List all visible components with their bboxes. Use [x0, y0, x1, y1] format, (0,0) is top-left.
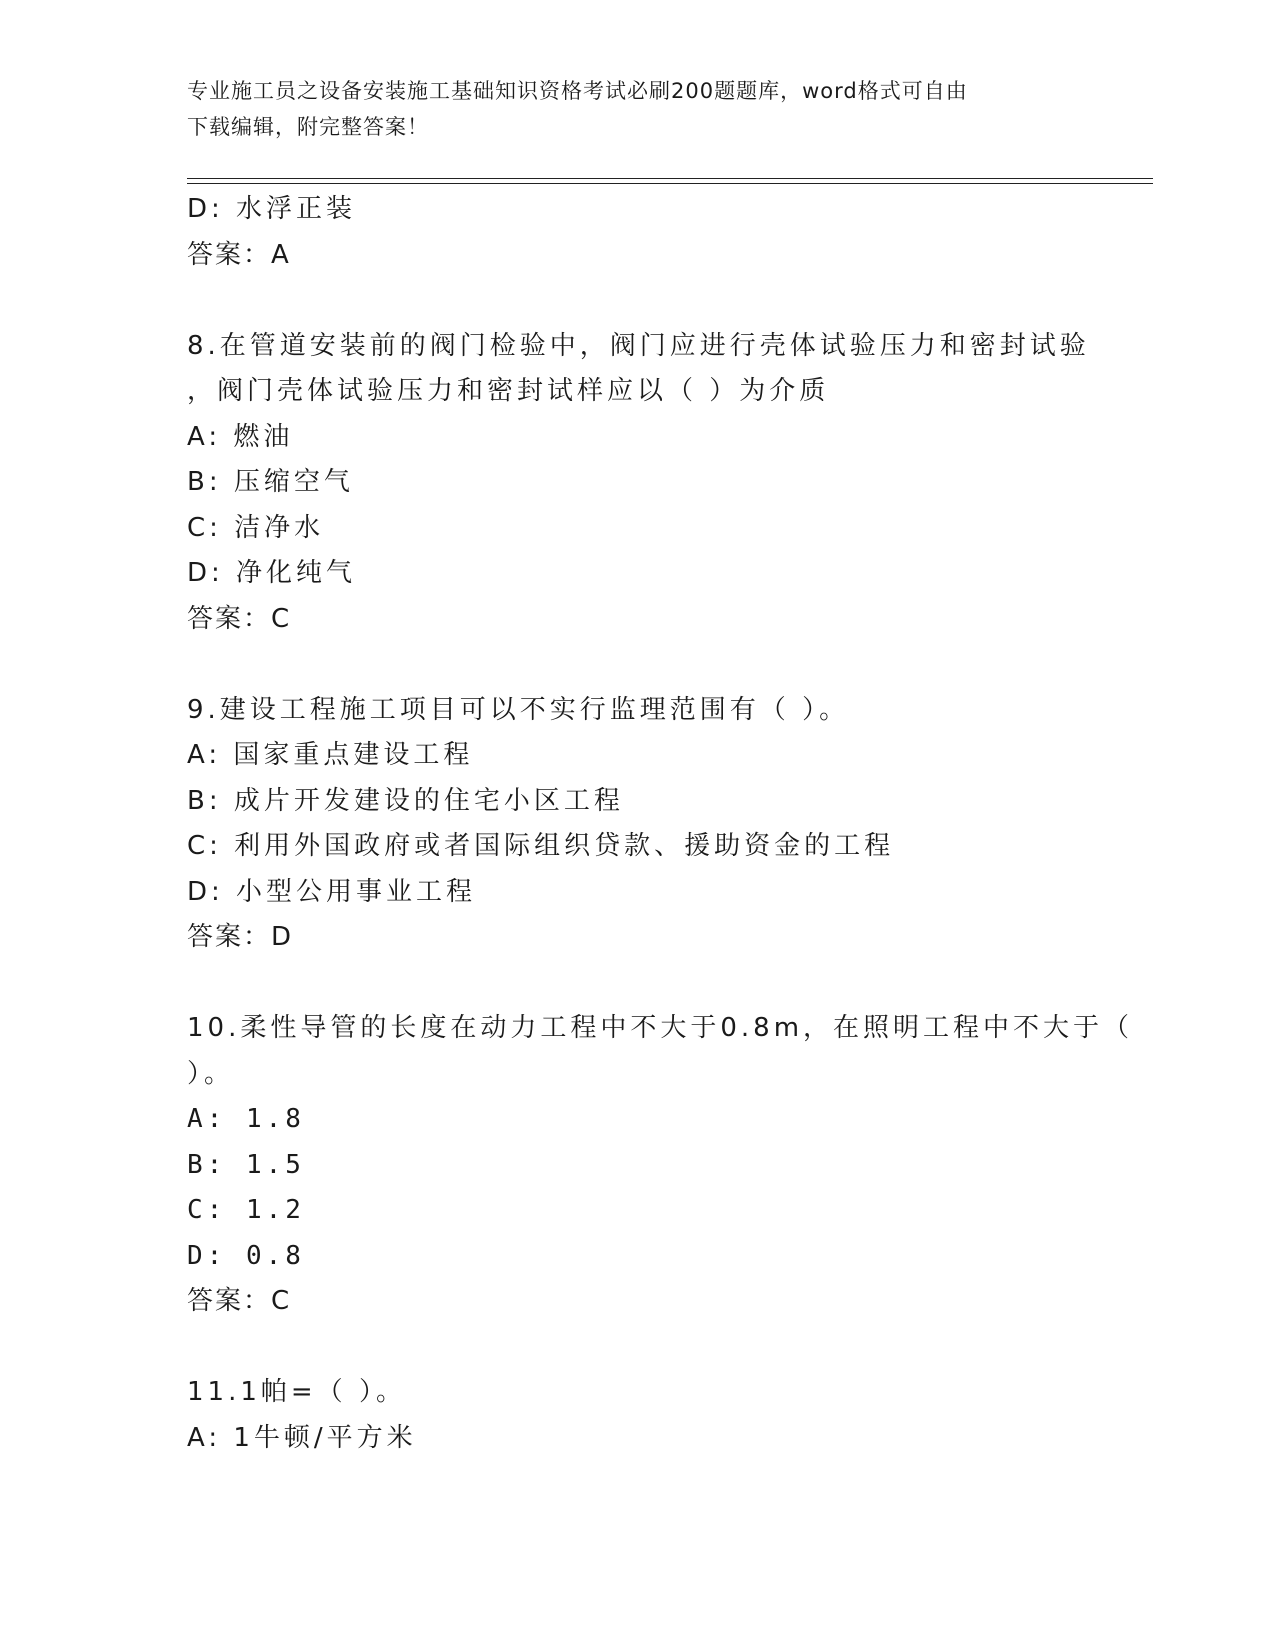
option-b: B: 压缩空气	[187, 467, 354, 497]
spacer	[187, 1325, 1087, 1371]
question-list	[187, 187, 1134, 1461]
option-a: A: 燃油	[187, 421, 294, 452]
option-a: A: 国家重点建设工程	[187, 740, 474, 770]
option-b: B: 成片开发建设的住宅小区工程	[187, 785, 624, 816]
spacer	[187, 642, 1087, 688]
option-d: D: 净化纯气	[187, 558, 357, 588]
spacer	[187, 278, 1087, 324]
question-8	[187, 324, 1090, 643]
option-d: D: 小型公用事业工程	[187, 876, 477, 907]
header-line-1: 专业施工员之设备安装施工基础知识资格考试必刷200题题库，word格式可自由	[187, 79, 968, 103]
question-stem: 9.建设工程施工项目可以不实行监理范围有（ ）。	[187, 694, 850, 725]
question-11	[187, 1370, 1087, 1461]
previous-question-tail	[187, 187, 1087, 278]
header-line-2: 下载编辑，附完整答案！	[187, 115, 429, 139]
option-b: B: 1.5	[187, 1149, 305, 1180]
question-stem-continued: ）。	[187, 1058, 235, 1089]
header-divider-top	[187, 178, 1153, 179]
option-a: A: 1牛顿/平方米	[187, 1422, 417, 1453]
document-header	[187, 73, 1067, 145]
spacer	[187, 961, 1087, 1007]
header-divider-bottom	[187, 183, 1153, 184]
answer-line: 答案：D	[187, 922, 294, 952]
answer-line: 答案：C	[187, 1286, 292, 1316]
option-d: D: 水浮正装	[187, 194, 357, 224]
question-stem: 8.在管道安装前的阀门检验中，阀门应进行壳体试验压力和密封试验	[187, 330, 1090, 361]
option-a: A: 1.8	[187, 1104, 305, 1134]
option-c: C: 利用外国政府或者国际组织贷款、援助资金的工程	[187, 831, 895, 861]
question-10	[187, 1006, 1134, 1325]
option-c: C: 洁净水	[187, 512, 325, 543]
question-stem: 11.1帕=（ ）。	[187, 1377, 406, 1407]
question-stem-continued: ，阀门壳体试验压力和密封试样应以（ ）为介质	[187, 376, 830, 406]
question-9	[187, 688, 1087, 961]
question-stem: 10.柔性导管的长度在动力工程中不大于0.8m，在照明工程中不大于（	[187, 1013, 1134, 1043]
answer-line: 答案：C	[187, 603, 292, 634]
answer-line: 答案：A	[187, 239, 291, 270]
option-c: C: 1.2	[187, 1195, 305, 1225]
option-d: D: 0.8	[187, 1240, 305, 1271]
